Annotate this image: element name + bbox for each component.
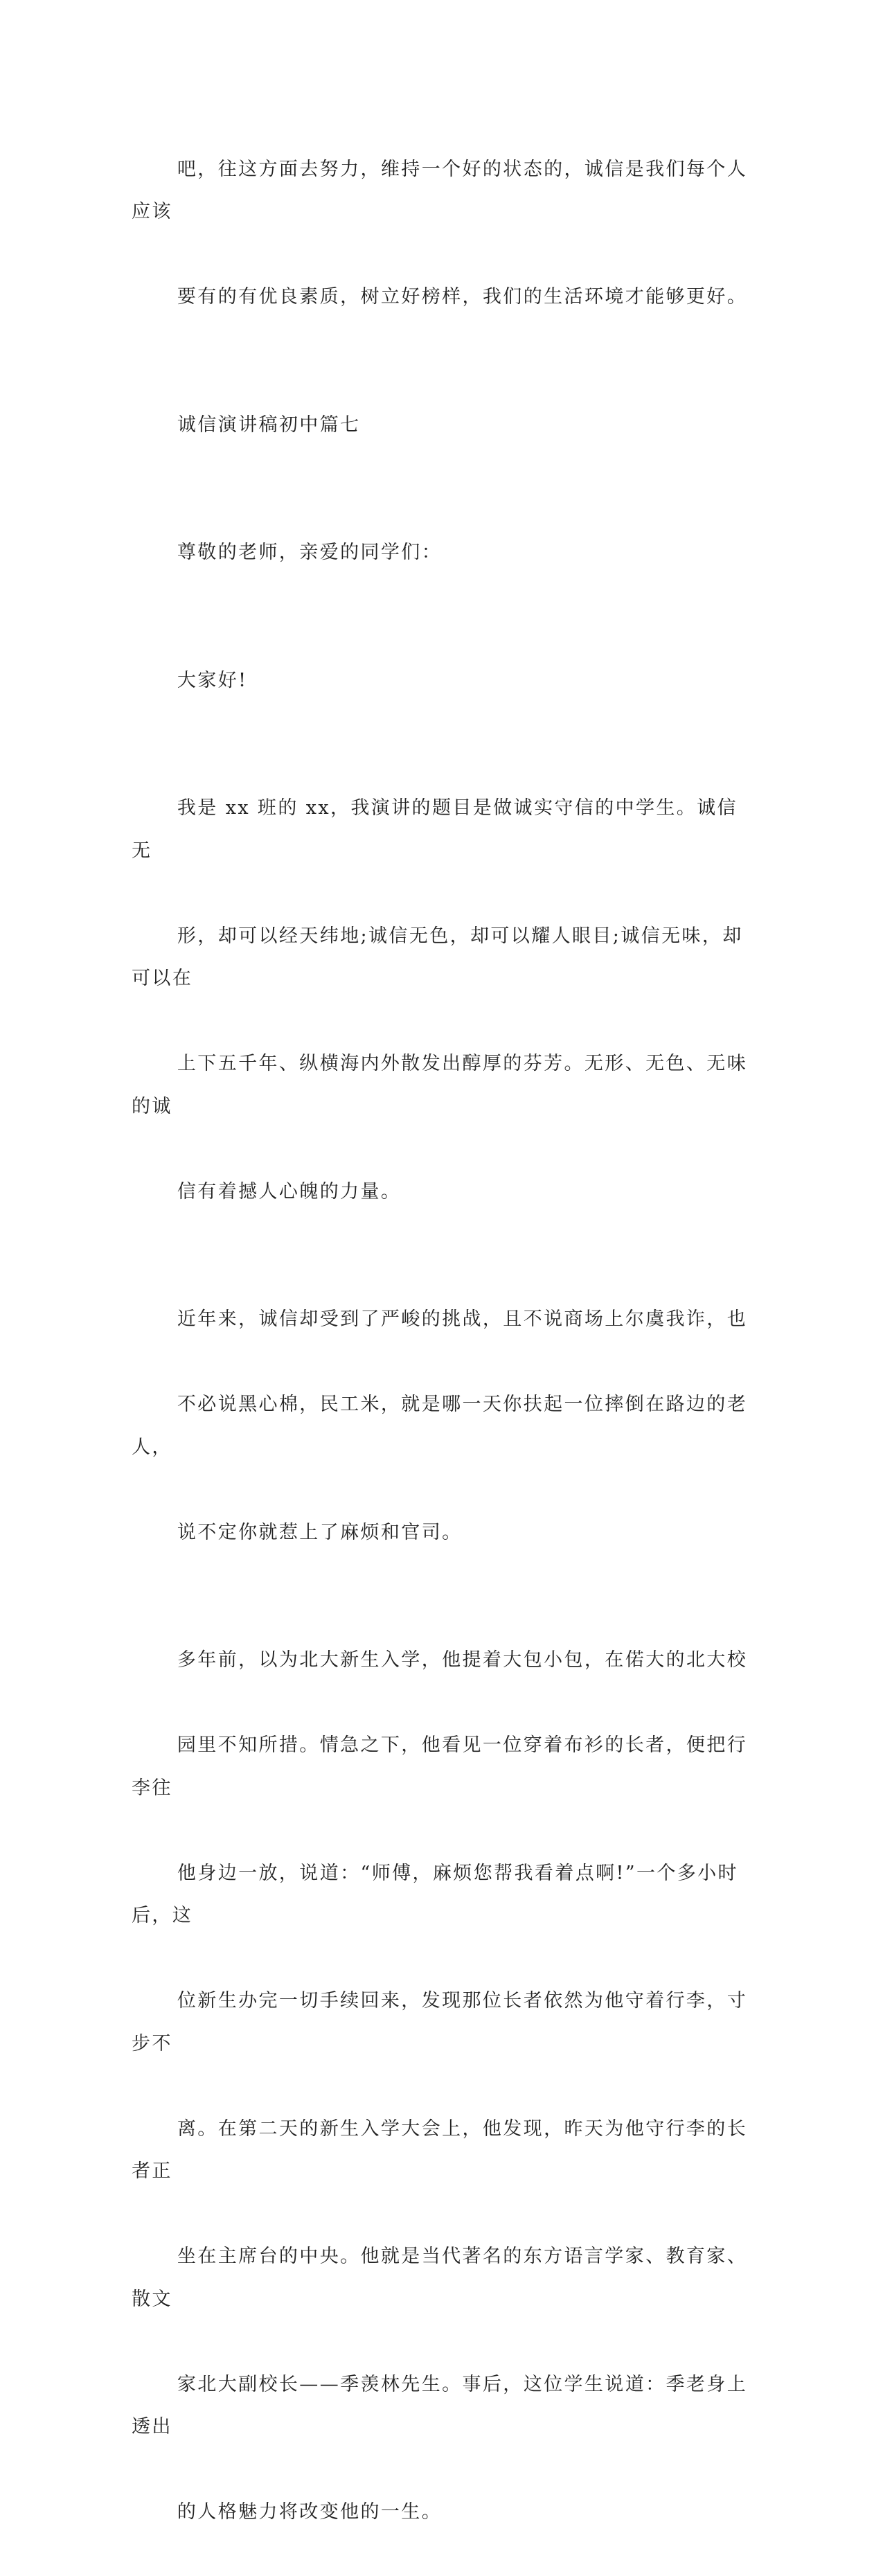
greeting-paragraph <box>132 616 748 745</box>
text-line: 离。在第二天的新生入学大会上，他发现，昨天为他守行李的长者正 <box>132 2118 747 2183</box>
section-heading <box>132 361 748 489</box>
text-line: 近年来，诚信却受到了严峻的挑战，且不说商场上尔虞我诈，也 <box>177 1308 747 1330</box>
text-line: 园里不知所措。情急之下，他看见一位穿着布衫的长者，便把行李往 <box>132 1734 747 1799</box>
greeting-text: 大家好! <box>177 670 247 691</box>
text-line: 形，却可以经天纬地;诚信无色，却可以耀人眼目;诚信无味，却可以在 <box>132 925 743 990</box>
salutation-paragraph <box>132 489 748 617</box>
heading-text: 诚信演讲稿初中篇七 <box>177 414 361 436</box>
text-line: 上下五千年、纵横海内外散发出醇厚的芬芳。无形、无色、无味的诚 <box>132 1053 747 1117</box>
text-line: 吧，往这方面去努力，维持一个好的状态的，诚信是我们每个人应该 <box>132 159 747 223</box>
intro-paragraph <box>132 745 748 1256</box>
story-paragraph <box>132 1597 748 2576</box>
salutation-text: 尊敬的老师，亲爱的同学们： <box>177 542 442 563</box>
text-line: 的人格魅力将改变他的一生。 <box>177 2501 442 2523</box>
text-line: 我是 xx 班的 xx，我演讲的题目是做诚实守信的中学生。诚信无 <box>132 797 738 862</box>
text-line: 坐在主席台的中央。他就是当代著名的东方语言学家、教育家、散文 <box>132 2246 747 2310</box>
text-line: 要有的有优良素质，树立好榜样，我们的生活环境才能够更好。 <box>177 286 747 308</box>
challenge-paragraph <box>132 1256 748 1597</box>
document-page <box>0 0 883 1143</box>
continuation-paragraph <box>132 105 748 361</box>
text-line: 信有着撼人心魄的力量。 <box>177 1181 401 1202</box>
text-line: 他身边一放，说道：“师傅，麻烦您帮我看着点啊!”一个多小时后，这 <box>132 1863 738 1927</box>
text-line: 位新生办完一切手续回来，发现那位长者依然为他守着行李，寸步不 <box>132 1990 747 2054</box>
text-line: 家北大副校长——季羡林先生。事后，这位学生说道：季老身上透出 <box>132 2374 747 2438</box>
text-line: 多年前，以为北大新生入学，他提着大包小包，在偌大的北大校 <box>177 1649 747 1671</box>
text-line: 说不定你就惹上了麻烦和官司。 <box>177 1522 463 1543</box>
text-line: 不必说黑心棉，民工米，就是哪一天你扶起一位摔倒在路边的老人， <box>132 1394 747 1458</box>
document-body <box>132 105 748 2576</box>
